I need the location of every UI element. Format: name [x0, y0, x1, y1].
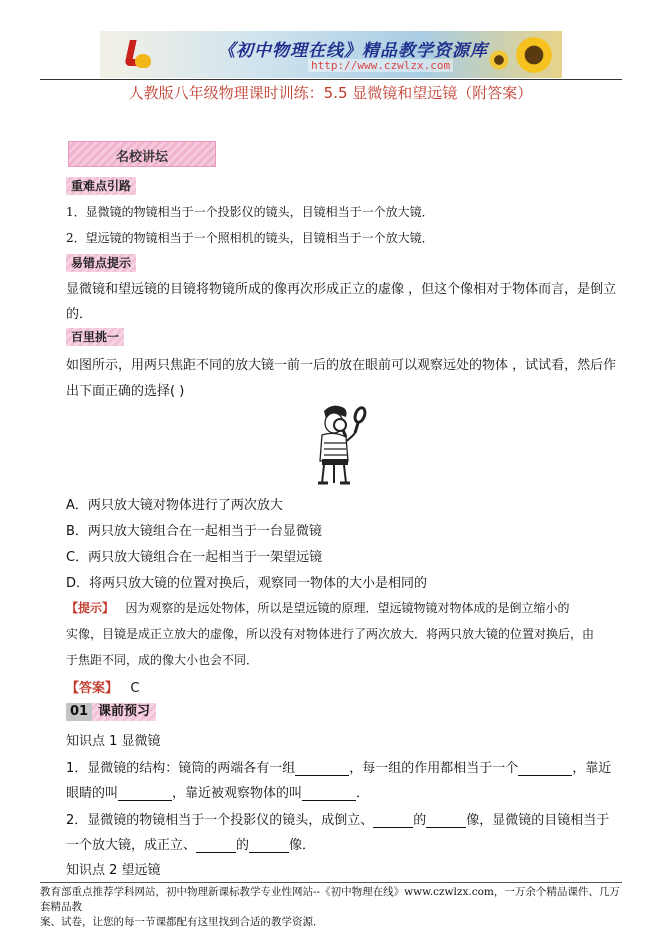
q2-blank-1[interactable]	[373, 816, 413, 828]
option-c: C．两只放大镜组合在一起相当于一架望远镜	[66, 550, 323, 565]
knowledge-point-2: 知识点 2 望远镜	[66, 863, 161, 878]
fill-question-1-line-2	[66, 782, 369, 801]
q1-blank-1[interactable]	[295, 764, 349, 776]
header-divider	[40, 79, 622, 80]
hint-line-2: 实像，目镜是成正立放大的虚像，所以没有对物体进行了两次放大．将两只放大镜的位置对换后，由	[66, 627, 595, 641]
answer-line	[66, 677, 140, 696]
q2-text-f: 像．	[289, 838, 316, 853]
option-d: D．将两只放大镜的位置对换后，观察同一物体的大小是相同的	[66, 576, 428, 591]
q1-blank-3[interactable]	[118, 789, 172, 801]
q2-blank-2[interactable]	[426, 816, 466, 828]
q1-text-b: ，每一组的作用都相当于一个	[349, 761, 519, 776]
q2-blank-3[interactable]	[196, 841, 236, 853]
error-tip-line-1: 显微镜和望远镜的目镜将物镜所成的像再次形成正立的虚像 ，但这个像相对于物体而言，是倒立	[66, 282, 617, 297]
header-banner	[100, 31, 562, 78]
q2-text-a: 2．显微镜的物镜相当于一个投影仪的镜头，成倒立、	[66, 813, 374, 828]
footer-divider	[40, 882, 622, 883]
footer-line-1: 教育部重点推荐学科网站，初中物理新课标教学专业性网站--《初中物理在线》www.czwlzx.com，一万余个精品课件、几万套精品教	[40, 886, 620, 913]
banner-url[interactable]: http://www.czwlzx.com	[308, 59, 453, 72]
q1-text-e: ，靠近被观察物体的叫	[172, 786, 303, 801]
famous-school-label: 名校讲坛	[115, 150, 168, 165]
famous-school-banner	[68, 141, 216, 167]
page-title: 人教版八年级物理课时训练：5.5 显微镜和望远镜（附答案）	[128, 84, 533, 102]
q1-text-f: ．	[356, 786, 370, 801]
q1-text-c: ，靠近	[572, 761, 612, 776]
q1-blank-2[interactable]	[518, 764, 572, 776]
boy-with-magnifiers-illustration	[310, 403, 376, 487]
section-tag-selected-question: 百里挑一	[66, 328, 124, 346]
hint-text-1: 因为观察的是远处物体，所以是望远镜的原理．望远镜物镜对物体成的是倒立缩小的	[125, 601, 570, 615]
knowledge-point-1: 知识点 1 显微镜	[66, 734, 161, 749]
question-line-2: 出下面正确的选择( )	[66, 384, 185, 399]
key-point-1: 1．显微镜的物镜相当于一个投影仪的镜头，目镜相当于一个放大镜．	[66, 205, 434, 219]
option-b: B．两只放大镜组合在一起相当于一台显微镜	[66, 524, 322, 539]
banner-title: 《初中物理在线》精品教学资源库	[218, 41, 488, 61]
hint-label: 【提示】	[66, 601, 115, 615]
section-tag-error-tips: 易错点提示	[66, 254, 136, 272]
footer	[40, 885, 630, 930]
fill-question-1-line-1	[66, 757, 611, 776]
sunflower-icon	[488, 49, 510, 71]
q2-text-b: 的	[413, 813, 427, 828]
key-point-2: 2．望远镜的物镜相当于一个照相机的镜头，目镜相当于一个放大镜．	[66, 231, 434, 245]
sunflower-icon	[514, 35, 554, 75]
hint-line-1	[66, 599, 569, 616]
option-a: A．两只放大镜对物体进行了两次放大	[66, 498, 283, 513]
hint-line-3: 于焦距不同，成的像大小也会不同．	[66, 653, 259, 667]
q1-text-d: 眼睛的叫	[66, 786, 119, 801]
fill-question-2-line-1	[66, 809, 609, 828]
answer-label: 【答案】	[66, 681, 119, 696]
q2-text-d: 一个放大镜，成正立、	[66, 838, 197, 853]
q1-text-a: 1．显微镜的结构：镜筒的两端各有一组	[66, 761, 296, 776]
footer-line-2: 案、试卷，让您的每一节课都配有这里找到合适的教学资源．	[40, 916, 324, 928]
preview-label: 课前预习	[92, 703, 156, 721]
fill-question-2-line-2	[66, 834, 315, 853]
section-tag-key-points: 重难点引路	[66, 177, 136, 195]
q2-text-c: 像，显微镜的目镜相当于	[466, 813, 610, 828]
q2-blank-4[interactable]	[249, 841, 289, 853]
preview-section-badge	[66, 703, 156, 721]
preview-number: 01	[66, 703, 92, 721]
q1-blank-4[interactable]	[302, 789, 356, 801]
error-tip-line-2: 的．	[66, 307, 93, 322]
question-line-1: 如图所示，用两只焦距不同的放大镜一前一后的放在眼前可以观察远处的物体 ，试试看，然后作	[66, 358, 617, 373]
q2-text-e: 的	[236, 838, 250, 853]
answer-value: C	[130, 681, 140, 696]
site-logo-icon	[125, 40, 153, 70]
